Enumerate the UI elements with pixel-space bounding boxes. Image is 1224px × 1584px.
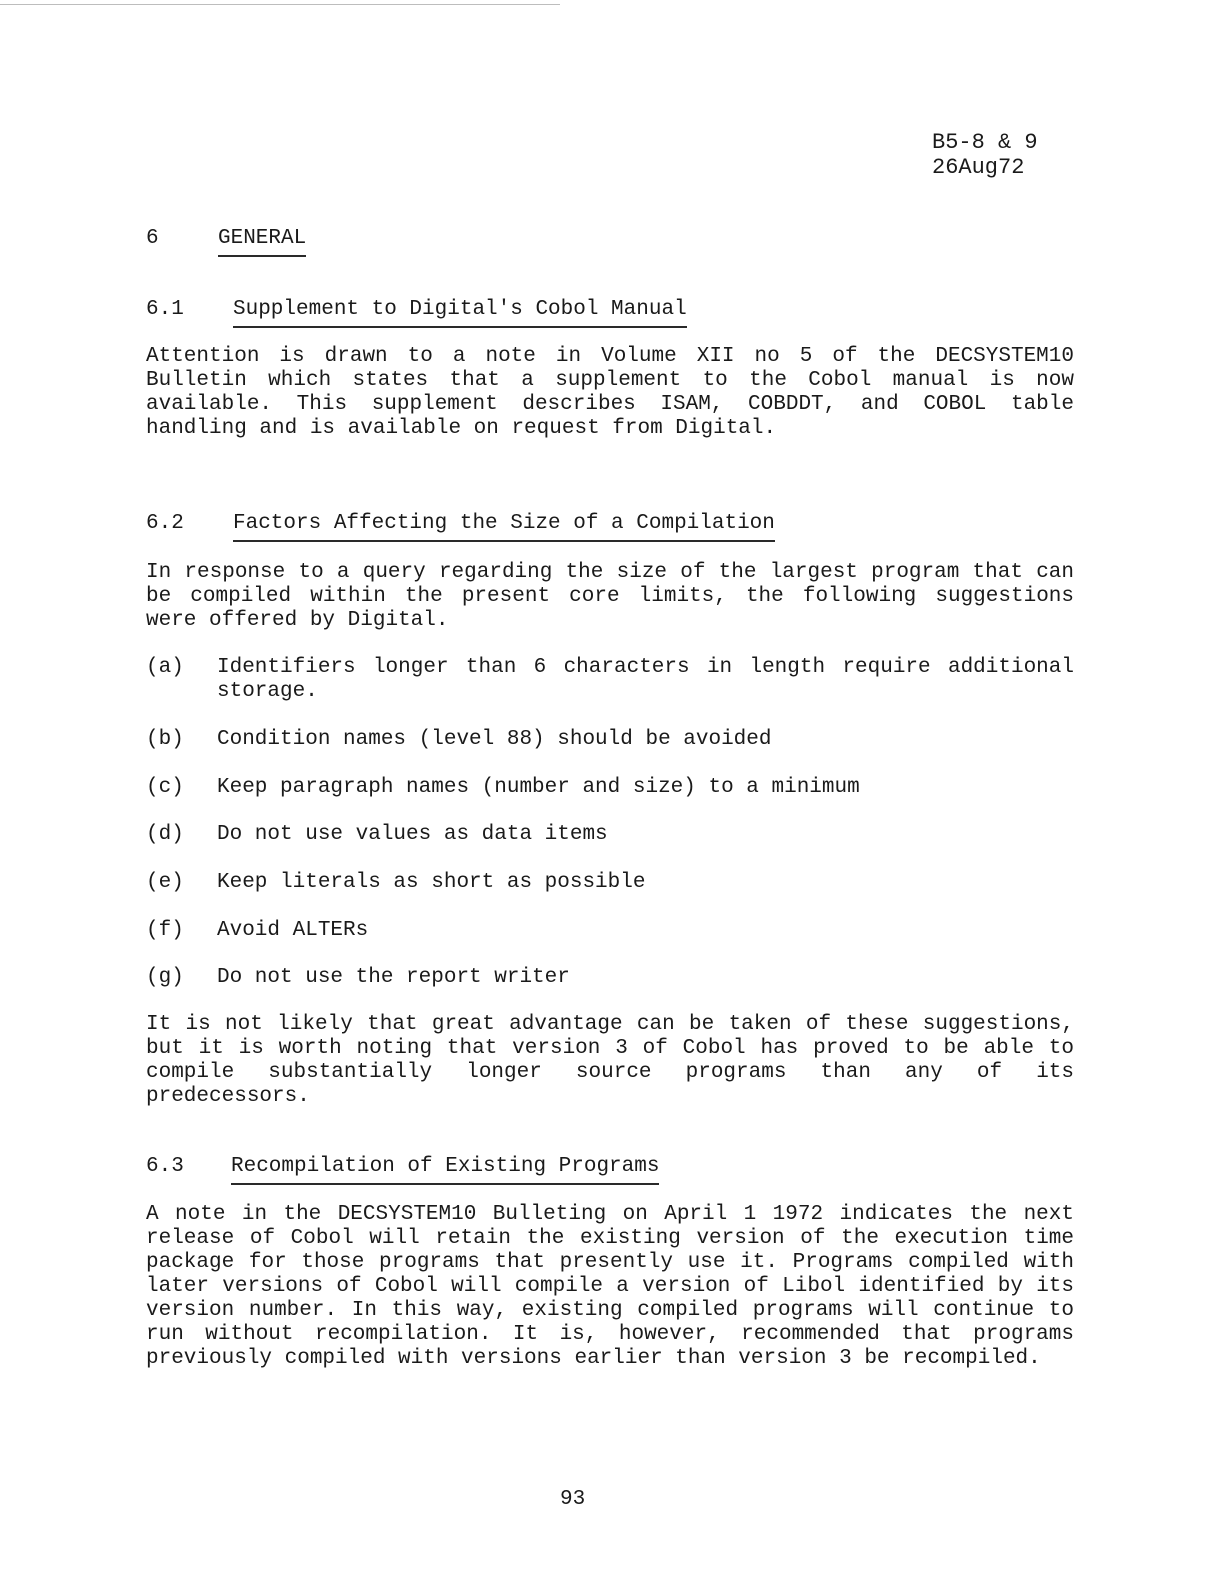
- section-6-1-paragraph: Attention is drawn to a note in Volume XII no 5 of the DECSYSTEM10 Bulletin which states that a supplement to the Cobol manual is now available. This supplement describes ISAM, COBDDT, and COBOL table handling and is available on request from Digital.: [146, 345, 1074, 440]
- section-6-2-closing: It is not likely that great advantage can be taken of these suggestions, but it is worth noting that version 3 of Cobol has proved to be able to compile substantially longer source programs than any of its predecessors.: [146, 1013, 1074, 1108]
- document-reference: [932, 130, 1038, 180]
- section-6-2-number: 6.2: [146, 512, 184, 535]
- list-item-label: (e): [146, 871, 184, 894]
- list-item-text: Do not use values as data items: [217, 823, 608, 846]
- section-6-3-title: [231, 1155, 659, 1178]
- section-6-2-intro: In response to a query regarding the size of the largest program that can be compiled within the present core limits, the following suggestions were offered by Digital.: [146, 561, 1074, 632]
- list-item-label: (b): [146, 728, 184, 751]
- list-item-text: Keep literals as short as possible: [217, 871, 646, 894]
- page-number: 93: [560, 1488, 586, 1511]
- section-6-3-paragraph: A note in the DECSYSTEM10 Bulleting on April 1 1972 indicates the next release of Cobol will retain the existing version of the execution time package for those programs that presently use it. Programs compiled with later versions of Cobol will compile a version of Libol identified by its version number. In this way, existing compiled programs will continue to run without recompilation. It is, however, recommended that programs previously compiled with versions earlier than version 3 be recompiled.: [146, 1203, 1074, 1370]
- title-underline: [231, 1183, 659, 1185]
- section-6-2-title-text: Factors Affecting the Size of a Compilation: [233, 512, 775, 535]
- list-item-label: (a): [146, 656, 184, 679]
- list-item-label: (d): [146, 823, 184, 846]
- list-item-text: Do not use the report writer: [217, 966, 570, 989]
- title-underline: [233, 540, 775, 542]
- top-rule: [0, 4, 560, 5]
- list-item-text: Keep paragraph names (number and size) to a minimum: [217, 776, 860, 799]
- section-6-1-title-text: Supplement to Digital's Cobol Manual: [233, 298, 687, 321]
- list-item-label: (c): [146, 776, 184, 799]
- list-item-label: (g): [146, 966, 184, 989]
- list-item-label: (f): [146, 919, 184, 942]
- section-6-title-text: GENERAL: [218, 227, 307, 250]
- title-underline: [233, 326, 687, 328]
- section-6-1-title: [233, 298, 687, 321]
- title-underline: [218, 255, 306, 257]
- list-item-text: Condition names (level 88) should be avoided: [217, 728, 772, 751]
- reference-code: B5-8 & 9: [932, 130, 1038, 155]
- section-6-number: 6: [146, 227, 159, 250]
- section-6-1-number: 6.1: [146, 298, 184, 321]
- section-6-title: [218, 227, 306, 250]
- section-6-3-number: 6.3: [146, 1155, 184, 1178]
- list-item-text: Identifiers longer than 6 characters in length require additional storage.: [217, 656, 1074, 703]
- list-item-text: Avoid ALTERs: [217, 919, 369, 942]
- reference-date: 26Aug72: [932, 155, 1025, 180]
- section-6-2-title: [233, 512, 775, 535]
- section-6-3-title-text: Recompilation of Existing Programs: [231, 1155, 660, 1178]
